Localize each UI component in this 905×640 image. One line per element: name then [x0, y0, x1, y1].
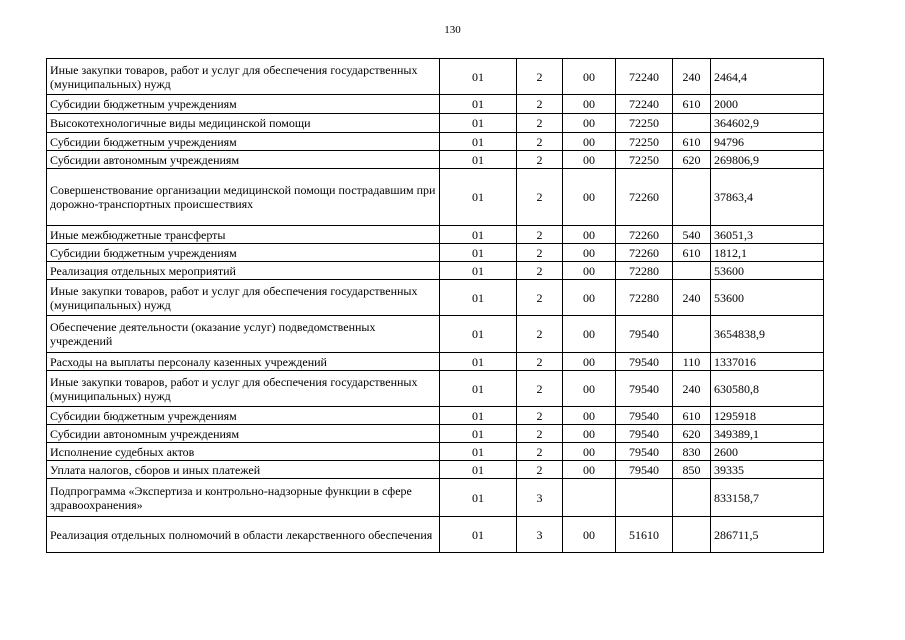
target-article-cell: 51610	[616, 517, 673, 553]
expense-type-cell	[673, 479, 711, 517]
row-name-cell: Совершенствование организации медицинской помощи пострадавшим при дорожно-транспортных происшествиях	[47, 169, 440, 226]
subprogram-code-cell: 00	[563, 133, 616, 151]
amount-cell: 53600	[711, 280, 824, 316]
subprogram-code-cell: 00	[563, 226, 616, 244]
target-article-cell: 72260	[616, 169, 673, 226]
program-code-cell: 2	[517, 443, 563, 461]
table-row	[47, 95, 824, 114]
row-name-cell: Уплата налогов, сборов и иных платежей	[47, 461, 440, 479]
target-article-cell: 79540	[616, 371, 673, 407]
expense-type-cell: 610	[673, 244, 711, 262]
section-code-cell: 01	[440, 114, 517, 133]
target-article-cell: 79540	[616, 316, 673, 353]
section-code-cell: 01	[440, 443, 517, 461]
row-name-cell: Расходы на выплаты персоналу казенных учреждений	[47, 353, 440, 371]
amount-cell: 349389,1	[711, 425, 824, 443]
expense-type-cell: 620	[673, 425, 711, 443]
section-code-cell: 01	[440, 517, 517, 553]
subprogram-code-cell: 00	[563, 443, 616, 461]
expense-type-cell: 540	[673, 226, 711, 244]
target-article-cell: 79540	[616, 461, 673, 479]
table-row	[47, 280, 824, 316]
table-row	[47, 226, 824, 244]
subprogram-code-cell: 00	[563, 280, 616, 316]
expense-type-cell: 620	[673, 151, 711, 169]
program-code-cell: 2	[517, 353, 563, 371]
subprogram-code-cell: 00	[563, 461, 616, 479]
subprogram-code-cell: 00	[563, 169, 616, 226]
program-code-cell: 2	[517, 407, 563, 425]
program-code-cell: 2	[517, 461, 563, 479]
budget-table-body	[47, 59, 824, 553]
amount-cell: 2600	[711, 443, 824, 461]
amount-cell: 364602,9	[711, 114, 824, 133]
amount-cell: 2464,4	[711, 59, 824, 95]
row-name-cell: Субсидии бюджетным учреждениям	[47, 244, 440, 262]
target-article-cell: 72280	[616, 262, 673, 280]
expense-type-cell	[673, 262, 711, 280]
expense-type-cell	[673, 316, 711, 353]
program-code-cell: 2	[517, 114, 563, 133]
target-article-cell: 72250	[616, 114, 673, 133]
target-article-cell: 79540	[616, 425, 673, 443]
target-article-cell: 79540	[616, 407, 673, 425]
table-row	[47, 114, 824, 133]
row-name-cell: Высокотехнологичные виды медицинской помощи	[47, 114, 440, 133]
target-article-cell: 72250	[616, 151, 673, 169]
table-row	[47, 479, 824, 517]
row-name-cell: Реализация отдельных мероприятий	[47, 262, 440, 280]
subprogram-code-cell: 00	[563, 262, 616, 280]
table-row	[47, 133, 824, 151]
page-number: 130	[444, 24, 461, 36]
amount-cell: 269806,9	[711, 151, 824, 169]
program-code-cell: 2	[517, 280, 563, 316]
row-name-cell: Реализация отдельных полномочий в области лекарственного обеспечения	[47, 517, 440, 553]
row-name-cell: Иные закупки товаров, работ и услуг для обеспечения государственных (муниципальных) нужд	[47, 280, 440, 316]
subprogram-code-cell: 00	[563, 114, 616, 133]
expense-type-cell: 610	[673, 95, 711, 114]
table-row	[47, 371, 824, 407]
section-code-cell: 01	[440, 353, 517, 371]
expense-type-cell: 110	[673, 353, 711, 371]
program-code-cell: 2	[517, 169, 563, 226]
program-code-cell: 2	[517, 133, 563, 151]
row-name-cell: Субсидии бюджетным учреждениям	[47, 95, 440, 114]
target-article-cell: 72240	[616, 59, 673, 95]
table-row	[47, 244, 824, 262]
expense-type-cell	[673, 517, 711, 553]
table-row	[47, 461, 824, 479]
expense-type-cell: 610	[673, 133, 711, 151]
subprogram-code-cell: 00	[563, 371, 616, 407]
expense-type-cell: 240	[673, 371, 711, 407]
budget-table	[46, 58, 824, 553]
section-code-cell: 01	[440, 280, 517, 316]
table-row	[47, 517, 824, 553]
amount-cell: 53600	[711, 262, 824, 280]
table-row	[47, 262, 824, 280]
section-code-cell: 01	[440, 479, 517, 517]
expense-type-cell	[673, 169, 711, 226]
amount-cell: 1337016	[711, 353, 824, 371]
row-name-cell: Иные закупки товаров, работ и услуг для обеспечения государственных (муниципальных) нужд	[47, 59, 440, 95]
row-name-cell: Субсидии бюджетным учреждениям	[47, 407, 440, 425]
program-code-cell: 2	[517, 244, 563, 262]
amount-cell: 1812,1	[711, 244, 824, 262]
row-name-cell: Субсидии автономным учреждениям	[47, 425, 440, 443]
program-code-cell: 2	[517, 262, 563, 280]
program-code-cell: 2	[517, 425, 563, 443]
row-name-cell: Субсидии автономным учреждениям	[47, 151, 440, 169]
table-row	[47, 59, 824, 95]
table-row	[47, 425, 824, 443]
program-code-cell: 3	[517, 479, 563, 517]
row-name-cell: Исполнение судебных актов	[47, 443, 440, 461]
amount-cell: 39335	[711, 461, 824, 479]
section-code-cell: 01	[440, 316, 517, 353]
program-code-cell: 3	[517, 517, 563, 553]
row-name-cell: Обеспечение деятельности (оказание услуг) подведомственных учреждений	[47, 316, 440, 353]
row-name-cell: Подпрограмма «Экспертиза и контрольно-надзорные функции в сфере здравоохранения»	[47, 479, 440, 517]
row-name-cell: Иные межбюджетные трансферты	[47, 226, 440, 244]
expense-type-cell: 850	[673, 461, 711, 479]
target-article-cell: 72280	[616, 280, 673, 316]
table-row	[47, 151, 824, 169]
target-article-cell: 72250	[616, 133, 673, 151]
section-code-cell: 01	[440, 169, 517, 226]
target-article-cell: 79540	[616, 443, 673, 461]
section-code-cell: 01	[440, 151, 517, 169]
target-article-cell	[616, 479, 673, 517]
subprogram-code-cell: 00	[563, 244, 616, 262]
program-code-cell: 2	[517, 151, 563, 169]
subprogram-code-cell: 00	[563, 517, 616, 553]
amount-cell: 630580,8	[711, 371, 824, 407]
amount-cell: 37863,4	[711, 169, 824, 226]
target-article-cell: 72260	[616, 244, 673, 262]
amount-cell: 2000	[711, 95, 824, 114]
section-code-cell: 01	[440, 371, 517, 407]
amount-cell: 3654838,9	[711, 316, 824, 353]
table-row	[47, 443, 824, 461]
program-code-cell: 2	[517, 371, 563, 407]
subprogram-code-cell: 00	[563, 59, 616, 95]
subprogram-code-cell: 00	[563, 151, 616, 169]
expense-type-cell: 610	[673, 407, 711, 425]
section-code-cell: 01	[440, 226, 517, 244]
expense-type-cell: 240	[673, 280, 711, 316]
subprogram-code-cell: 00	[563, 316, 616, 353]
subprogram-code-cell: 00	[563, 407, 616, 425]
section-code-cell: 01	[440, 262, 517, 280]
expense-type-cell	[673, 114, 711, 133]
program-code-cell: 2	[517, 59, 563, 95]
program-code-cell: 2	[517, 316, 563, 353]
expense-type-cell: 240	[673, 59, 711, 95]
subprogram-code-cell	[563, 479, 616, 517]
subprogram-code-cell: 00	[563, 353, 616, 371]
section-code-cell: 01	[440, 133, 517, 151]
table-row	[47, 353, 824, 371]
program-code-cell: 2	[517, 226, 563, 244]
section-code-cell: 01	[440, 461, 517, 479]
table-row	[47, 407, 824, 425]
target-article-cell: 79540	[616, 353, 673, 371]
section-code-cell: 01	[440, 95, 517, 114]
subprogram-code-cell: 00	[563, 425, 616, 443]
row-name-cell: Иные закупки товаров, работ и услуг для обеспечения государственных (муниципальных) нужд	[47, 371, 440, 407]
amount-cell: 1295918	[711, 407, 824, 425]
section-code-cell: 01	[440, 59, 517, 95]
table-row	[47, 316, 824, 353]
row-name-cell: Субсидии бюджетным учреждениям	[47, 133, 440, 151]
target-article-cell: 72240	[616, 95, 673, 114]
subprogram-code-cell: 00	[563, 95, 616, 114]
section-code-cell: 01	[440, 244, 517, 262]
expense-type-cell: 830	[673, 443, 711, 461]
section-code-cell: 01	[440, 425, 517, 443]
amount-cell: 286711,5	[711, 517, 824, 553]
amount-cell: 36051,3	[711, 226, 824, 244]
section-code-cell: 01	[440, 407, 517, 425]
program-code-cell: 2	[517, 95, 563, 114]
table-row	[47, 169, 824, 226]
amount-cell: 94796	[711, 133, 824, 151]
target-article-cell: 72260	[616, 226, 673, 244]
amount-cell: 833158,7	[711, 479, 824, 517]
